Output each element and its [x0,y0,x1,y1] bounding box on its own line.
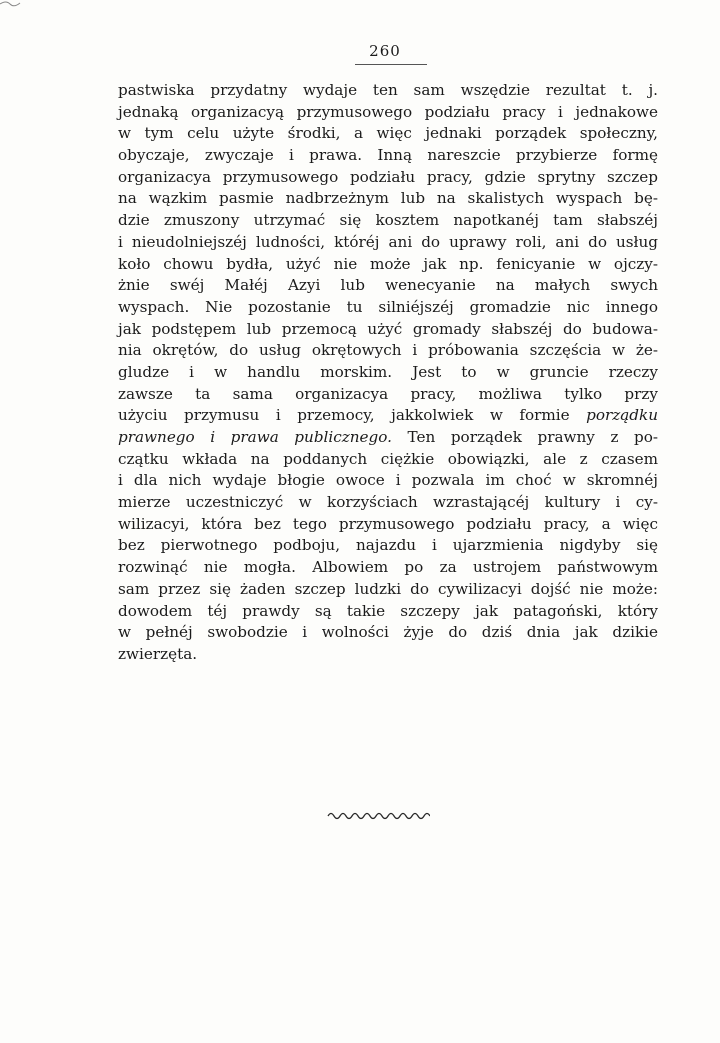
text-line-end: Ten porządek prawny z po- [407,428,659,446]
text-line-start: użyciu przymusu i przemocy, jakkolwiek w formie [118,406,570,425]
text-line: w pełnéj swobodzie i wolności żyje do dziś dnia jak dzikie [118,623,658,642]
text-line: koło chowu bydła, użyć nie może jak np. fenicyanie w ojczy- [118,254,658,273]
text-line: dowodem téj prawdy są takie szczepy jak patagoński, który [118,601,658,620]
page-number: 260 [369,42,401,60]
page-number-rule [355,64,427,65]
text-line: żnie swéj Małéj Azyi lub wenecyanie na małych swych [118,276,658,295]
text-line: mierze uczestniczyć w korzyściach wzrastającéj kultury i cy- [118,493,658,512]
text-line: na wązkim pasmie nadbrzeżnym lub na skalistych wyspach bę- [118,189,658,208]
text-line: w tym celu użyte środki, a więc jednaki porządek społeczny, [118,124,658,143]
scan-corner-mark [0,0,22,8]
text-line: organizacya przymusowego podziału pracy, gdzie sprytny szczep [118,167,658,186]
text-line: zawsze ta sama organizacya pracy, możliwa tylko przy [118,384,658,403]
italic-phrase: porządku [586,406,659,425]
text-line: wyspach. Nie pozostanie tu silniéjszéj gromadzie nic innego [118,297,658,316]
text-line: rozwinąć nie mogła. Albowiem po za ustrojem państwowym [118,558,658,577]
text-line-with-italic [118,405,658,427]
text-line-with-italic [118,427,658,449]
text-line: i dla nich wydaje błogie owoce i pozwala im choć w skromnéj [118,471,658,490]
text-line: dzie zmuszony utrzymać się kosztem napotkanéj tam słabszéj [118,211,658,230]
text-line: sam przez się żaden szczep ludzki do cywilizacyi dojść nie może: [118,579,658,598]
text-line: wilizacyi, która bez tego przymusowego podziału pracy, a więc [118,514,658,533]
text-line: jak podstępem lub przemocą użyć gromady słabszéj do budowa- [118,319,658,338]
text-line: bez pierwotnego podboju, najazdu i ujarzmienia nigdyby się [118,536,658,555]
text-line: gludze i w handlu morskim. Jest to w gruncie rzeczy [118,362,658,381]
text-line: obyczaje, zwyczaje i prawa. Inną nareszcie przybierze formę [118,146,658,165]
text-line: czątku wkłada na poddanych ciężkie obowiązki, ale z czasem [118,449,658,468]
text-line: pastwiska przydatny wydaje ten sam wszędzie rezultat t. j. [118,81,658,99]
italic-phrase: prawnego i prawa publicznego. [118,428,392,446]
text-line: i nieudolniejszéj ludności, któréj ani do uprawy roli, ani do usług [118,232,658,251]
body-text [118,80,658,666]
text-line: nia okrętów, do usług okrętowych i próbowania szczęścia w że- [118,341,658,360]
text-line: jednaką organizacyą przymusowego podziału pracy i jednakowe [118,102,658,121]
text-line-last: zwierzęta. [118,644,198,663]
section-end-ornament [326,808,430,822]
